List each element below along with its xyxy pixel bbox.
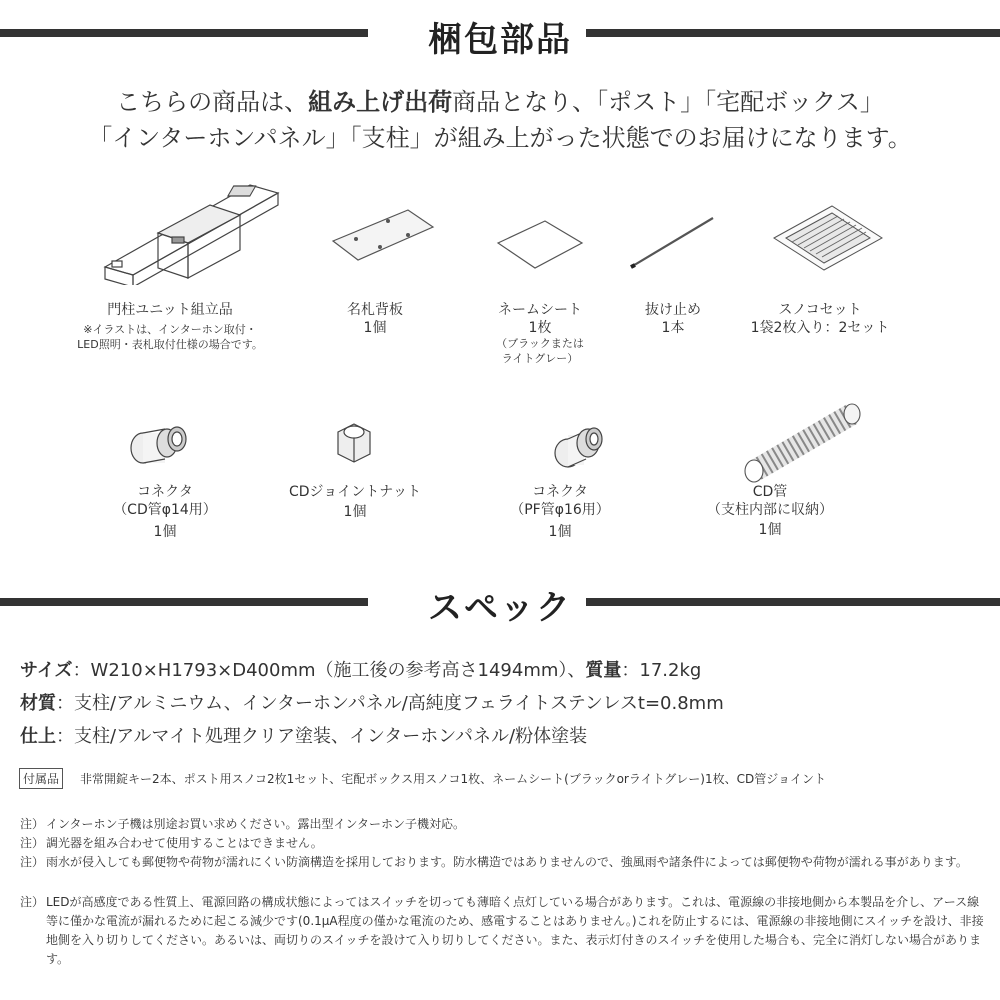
nameplate-backboard-icon [328, 205, 438, 265]
section-title-spec: スペック [428, 588, 572, 628]
heading-rule-left-2 [0, 598, 368, 606]
part-note-name-sheet-2: ライトグレー） [501, 352, 579, 365]
part-name-cd-pipe: CD管 [752, 484, 788, 500]
spec-material: 材質：支柱/アルミニウム、インターホンパネル/高純度フェライトステンレスt=0.8mm [20, 693, 724, 714]
note-text: 調光器を組み合わせて使用することはできません。 [46, 836, 323, 850]
accessories-text: 非常開錠キー2本、ポスト用スノコ2枚1セット、宅配ボックス用スノコ1枚、ネームシート(ブラックorライトグレー)1枚、CD管ジョイント [80, 772, 826, 786]
part-name-cd-joint-nut: CDジョイントナット [289, 484, 421, 500]
part-note-gate-post-unit-1: ※イラストは、インターホン取付・ [83, 323, 257, 336]
part-sub-cd-pipe: （支柱内部に収納） [707, 502, 833, 518]
note-mark: 注） [20, 895, 45, 909]
part-sub-connector-cd: （CD管φ14用） [113, 502, 217, 518]
accessories-tag: 付属品 [19, 768, 63, 789]
gate-post-unit-icon [100, 175, 285, 285]
section-title-packing-parts: 梱包部品 [428, 20, 572, 60]
part-qty-retainer-pin: 1本 [661, 320, 685, 336]
part-name-connector-cd: コネクタ [137, 484, 193, 500]
note-mark: 注） [20, 855, 45, 869]
part-note-gate-post-unit-2: LED照明・表札取付仕様の場合です。 [77, 338, 263, 351]
spec-finish: 仕上：支柱/アルマイト処理クリア塗装、インターホンパネル/粉体塗装 [20, 726, 588, 747]
part-qty-connector-cd: 1個 [153, 524, 177, 540]
slatted-board-icon [770, 198, 885, 280]
part-qty-name-sheet: 1枚 [528, 320, 552, 336]
retainer-pin-icon [625, 212, 720, 272]
heading-rule-right [586, 29, 1000, 37]
part-qty-cd-joint-nut: 1個 [343, 504, 367, 520]
note-text: LEDが高感度である性質上、電源回路の構成状態によってはスイッチを切っても薄暗く点灯している場合があります。これは、電源線の非接地側から本製品を介し、アース線等に僅かな電流が漏れるために起こる減少です(0.1μA程度の僅かな電流のため、感電することはありません。)これを防止するには、電源線の非接地側にスイッチを設け、非接地側を入り切りしてください。あるいは、両切りのスイッチを設けて入り切りしてください。また、表示灯付きのスイッチを使用した場合も、完全に消灯しない場合があります。 [46, 895, 984, 966]
note-text: 雨水が侵入しても郵便物や荷物が濡れにくい防滴構造を採用しております。防水構造ではありませんので、強風雨や諸条件によっては郵便物や荷物が濡れる事があります。 [46, 855, 968, 869]
part-name-nameplate-backboard: 名札背板 [347, 302, 403, 318]
note-mark: 注） [20, 817, 45, 831]
note-text: インターホン子機は別途お買い求めください。露出型インターホン子機対応。 [46, 817, 466, 831]
part-name-gate-post-unit: 門柱ユニット組立品 [107, 302, 233, 318]
connector-cd-icon [125, 415, 195, 470]
intro-line-1: こちらの商品は、組み上げ出荷商品となり、「ポスト」「宅配ボックス」 [116, 88, 884, 116]
part-sub-connector-pf: （PF管φ16用） [510, 502, 610, 518]
part-name-connector-pf: コネクタ [532, 484, 588, 500]
connector-pf-icon [548, 413, 608, 473]
part-note-name-sheet-1: （ブラックまたは [496, 337, 584, 350]
part-qty-nameplate-backboard: 1個 [363, 320, 387, 336]
part-name-slatted-board: スノコセット [778, 302, 862, 318]
part-qty-slatted-board: 1袋2枚入り：2セット [750, 320, 890, 336]
spec-size-weight: サイズ：W210×H1793×D400mm（施工後の参考高さ1494mm）、質量：17.2kg [20, 660, 702, 681]
cd-pipe-icon [740, 400, 865, 485]
part-qty-connector-pf: 1個 [548, 524, 572, 540]
heading-rule-right-2 [586, 598, 1000, 606]
name-sheet-icon [495, 218, 585, 273]
intro-line-2: 「インターホンパネル」「支柱」が組み上がった状態でのお届けになります。 [88, 124, 912, 152]
note-mark: 注） [20, 836, 45, 850]
part-qty-cd-pipe: 1個 [758, 522, 782, 538]
heading-rule-left [0, 29, 368, 37]
part-name-name-sheet: ネームシート [498, 302, 582, 318]
cd-joint-nut-icon [332, 418, 377, 466]
part-name-retainer-pin: 抜け止め [645, 302, 701, 318]
